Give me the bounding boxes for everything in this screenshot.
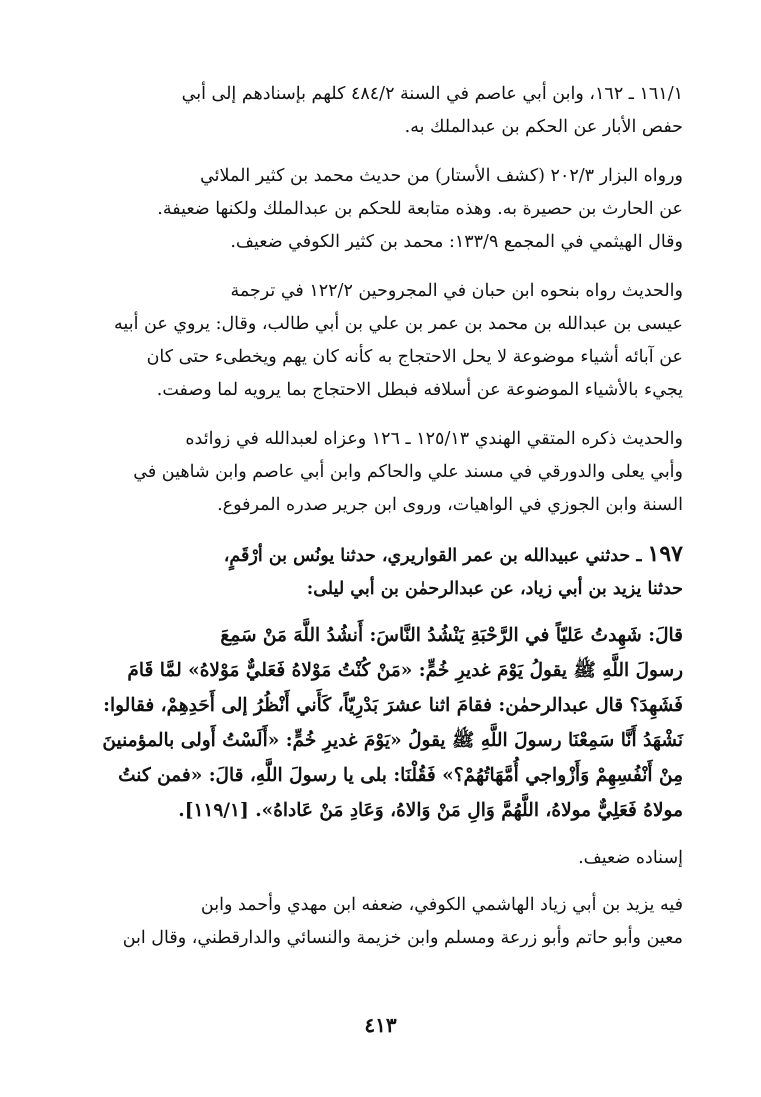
text-line: عيسى بن عبدالله بن محمد بن عمر بن علي بن أبي طالب، وقال: يروي عن أبيه: [114, 314, 683, 334]
matn-line: مولاهُ فَعَلِيٌّ مولاهُ، اللَّهُمَّ وَالِ مَنْ وَالاهُ، وَعَادِ مَنْ عَاداهُ». [١١٩/١].: [178, 800, 683, 821]
text-line: وقال الهيثمي في المجمع ١٣٣/٩: محمد بن كثير الكوفي ضعيف.: [230, 232, 683, 252]
text-line: ١٦١/١ ـ ١٦٢، وابن أبي عاصم في السنة ٤٨٤/٢ كلهم بإسنادهم إلى أبي: [181, 84, 683, 104]
text-line: معين وأبو حاتم وأبو زرعة ومسلم وابن خزيمة والنسائي والدارقطني، وقال ابن: [122, 928, 683, 948]
text-line: عن الحارث بن حصيرة به. وهذه متابعة للحكم بن عبدالملك ولكنها ضعيفة.: [157, 199, 683, 219]
text-line: والحديث رواه بنحوه ابن حبان في المجروحين ١٢٢/٢ في ترجمة: [230, 281, 683, 301]
footnote-paragraph-1: [70, 78, 683, 144]
hadith-header-line-2: حدثنا يزيد بن أبي زياد، عن عبدالرحمٰن بن أبي ليلى:: [306, 579, 683, 599]
isnad-grade: إسناده ضعيف.: [578, 848, 683, 868]
text-line: والحديث ذكره المتقي الهندي ١٢٥/١٣ ـ ١٢٦ وعزاه لعبدالله في زوائده: [185, 429, 683, 449]
text-line: فيه يزيد بن أبي زياد الهاشمي الكوفي، ضعفه ابن مهدي وأحمد وابن: [200, 895, 683, 915]
matn-line: مِنْ أَنْفُسِهِمْ وَأَزْواجي أُمَّهَاتُهُمْ؟» فَقُلْنَا: بلى يا رسولَ اللَّهِ، قالَ: «فمن كنتُ: [118, 765, 683, 786]
hadith-header: [70, 538, 683, 606]
footnote-paragraph-2: [70, 160, 683, 259]
text-line: حفص الأبار عن الحكم بن عبدالملك به.: [404, 117, 683, 137]
hadith-header-text: ـ حدثني عبيدالله بن عمر القواريري، حدثنا يونُس بن أرْقَمٍ،: [223, 546, 642, 566]
text-line: وأبي يعلى والدورقي في مسند علي والحاكم وابن أبي عاصم وابن شاهين في: [133, 462, 683, 482]
text-line: السنة وابن الجوزي في الواهيات، وروى ابن جرير صدره المرفوع.: [217, 495, 683, 515]
footnote-paragraph-3: [70, 275, 683, 407]
text-line: يجيء بالأشياء الموضوعة عن أسلافه فبطل الاحتجاج بما يرويه لما وصفت.: [156, 380, 683, 400]
matn-line: قالَ: شَهِدتُ عَليّاً في الرَّحْبَةِ يَنْشُدُ النَّاسَ: أَنشُدُ اللَّهَ مَنْ سَمِعَ: [220, 625, 683, 646]
page-number: ٤١٣: [364, 1013, 397, 1037]
text-line: ورواه البزار ٢٠٢/٣ (كشف الأستار) من حديث محمد بن كثير الملائي: [200, 166, 683, 186]
hadith-matn: [70, 618, 683, 828]
matn-line: نَشْهَدُ أَنَّا سَمِعْنَا رسولَ اللَّهِ ﷺ يقولُ «يَوْمَ غديرِ خُمٍّ: «أَلَسْتُ أَولى بالمؤمنينَ: [102, 730, 683, 751]
hadith-header-line-1: [70, 538, 683, 573]
text-line: عن آبائه أشياء موضوعة لا يحل الاحتجاج به كأنه كان يهم ويخطىء حتى كان: [146, 347, 683, 367]
matn-line: رسولَ اللَّهِ ﷺ يقولُ يَوْمَ غديرِ خُمٍّ: «مَنْ كُنْتُ مَوْلاهُ فَعَليٌّ مَوْلاهُ» لمَّا قَامَ: [127, 660, 683, 681]
page-body: [70, 78, 683, 971]
footnote-paragraph-4: [70, 423, 683, 522]
matn-line: فَشَهِدَ؟ قال عبدالرحمٰن: فقامَ اثنا عشرَ بَدْرِيّاً، كَأَني أَنْظُرُ إلى أَحَدِهِمْ، فقالوا:: [103, 695, 683, 716]
commentary-paragraph: [70, 889, 683, 955]
hadith-number: ١٩٧: [647, 541, 683, 567]
